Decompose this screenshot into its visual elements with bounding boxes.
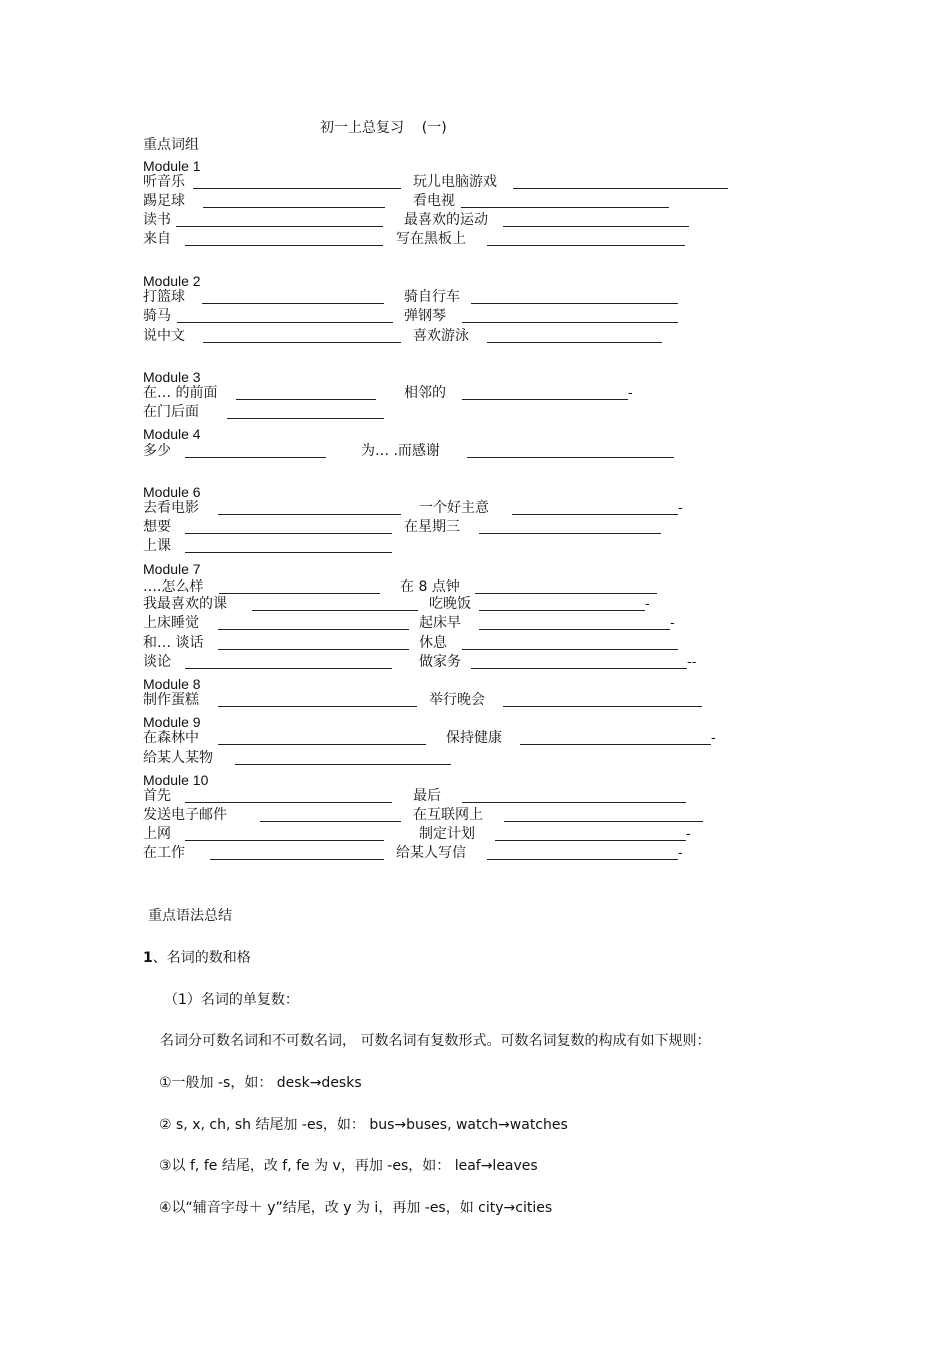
item-number: 1 [143, 950, 153, 966]
phrase-label: 骑自行车 [404, 289, 460, 305]
answer-blank[interactable] [462, 399, 628, 400]
phrase-label: 谈论 [143, 654, 171, 670]
answer-blank[interactable] [471, 668, 687, 669]
module-8-heading: Module 8 [143, 676, 201, 692]
phrase-label: 休息 [419, 635, 447, 651]
grammar-rule: ③以 f, fe 结尾，改 f, fe 为 v，再加 -es，如： leaf→leaves [159, 1158, 538, 1174]
answer-blank[interactable] [185, 668, 392, 669]
phrase-label: 为… .而感谢 [361, 443, 440, 459]
answer-blank[interactable] [227, 418, 384, 419]
phrase-label: 读书 [143, 212, 171, 228]
answer-blank[interactable] [203, 342, 401, 343]
answer-blank[interactable] [520, 744, 711, 745]
phrase-label: 我最喜欢的课 [143, 596, 227, 612]
answer-blank[interactable] [193, 188, 401, 189]
phrase-label: 去看电影 [143, 500, 199, 516]
phrase-label: 首先 [143, 788, 171, 804]
answer-blank[interactable] [475, 593, 657, 594]
trailing-dash: - [678, 846, 683, 861]
module-7-heading: Module 7 [143, 561, 201, 577]
answer-blank[interactable] [176, 226, 383, 227]
phrase-label: 听音乐 [143, 174, 185, 190]
phrase-label: 举行晚会 [429, 692, 485, 708]
answer-blank[interactable] [218, 649, 409, 650]
phrase-label: 踢足球 [143, 193, 185, 209]
answer-blank[interactable] [185, 245, 383, 246]
answer-blank[interactable] [487, 245, 685, 246]
phrase-label: 在… 的前面 [143, 385, 218, 401]
answer-blank[interactable] [218, 629, 409, 630]
answer-blank[interactable] [513, 188, 728, 189]
item-text: 、名词的数和格 [152, 950, 251, 966]
module-3-heading: Module 3 [143, 369, 201, 385]
phrase-label: 在星期三 [404, 519, 460, 535]
answer-blank[interactable] [479, 629, 670, 630]
answer-blank[interactable] [219, 593, 380, 594]
phrase-label: 最后 [413, 788, 441, 804]
answer-blank[interactable] [252, 610, 418, 611]
grammar-rule: ①一般加 -s，如： desk→desks [159, 1075, 362, 1091]
answer-blank[interactable] [236, 399, 376, 400]
answer-blank[interactable] [185, 457, 326, 458]
phrase-label: 一个好主意 [419, 500, 489, 516]
answer-blank[interactable] [185, 840, 384, 841]
phrase-label: 骑马 [143, 308, 171, 324]
answer-blank[interactable] [504, 821, 703, 822]
answer-blank[interactable] [503, 226, 689, 227]
phrase-label: 做家务 [419, 654, 461, 670]
answer-blank[interactable] [471, 303, 678, 304]
grammar-heading: 重点语法总结 [148, 908, 232, 924]
answer-blank[interactable] [487, 859, 678, 860]
answer-blank[interactable] [512, 514, 678, 515]
phrase-label: 在森林中 [143, 730, 199, 746]
phrase-label: 给某人写信 [396, 845, 466, 861]
answer-blank[interactable] [467, 457, 674, 458]
answer-blank[interactable] [203, 207, 385, 208]
phrase-label: 给某人某物 [143, 750, 213, 766]
phrase-label: 吃晚饭 [429, 596, 471, 612]
phrase-label: 和… 谈话 [143, 635, 204, 651]
answer-blank[interactable] [185, 533, 392, 534]
phrase-label: 写在黑板上 [396, 231, 466, 247]
phrase-label: 制定计划 [419, 826, 475, 842]
phrase-label: 最喜欢的运动 [404, 212, 488, 228]
section-heading-phrases: 重点词组 [143, 136, 199, 152]
answer-blank[interactable] [495, 840, 686, 841]
page-title: 初一上总复习 (一) [320, 120, 447, 136]
phrase-label: 保持健康 [446, 730, 502, 746]
phrase-label: 相邻的 [404, 385, 446, 401]
phrase-label: 上课 [143, 538, 171, 554]
answer-blank[interactable] [218, 514, 401, 515]
phrase-label: 打篮球 [143, 289, 185, 305]
trailing-dash: -- [687, 655, 697, 670]
grammar-rule: ② s, x, ch, sh 结尾加 -es，如： bus→buses, watch→watches [159, 1117, 568, 1133]
trailing-dash: - [645, 597, 650, 612]
grammar-rule: ④以“辅音字母＋ y”结尾，改 y 为 i，再加 -es，如 city→cities [159, 1200, 553, 1216]
module-1-heading: Module 1 [143, 158, 201, 174]
phrase-label: 说中文 [143, 328, 185, 344]
phrase-label: 上床睡觉 [143, 615, 199, 631]
phrase-label: 弹钢琴 [404, 308, 446, 324]
phrase-label: 上网 [143, 826, 171, 842]
grammar-item-1 [143, 949, 251, 968]
answer-blank[interactable] [487, 342, 662, 343]
grammar-paragraph: 名词分可数名词和不可数名词， 可数名词有复数形式。可数名词复数的构成有如下规则： [160, 1033, 711, 1049]
answer-blank[interactable] [462, 649, 678, 650]
answer-blank[interactable] [185, 802, 392, 803]
phrase-label: 想要 [143, 519, 171, 535]
answer-blank[interactable] [185, 552, 392, 553]
phrase-label: 发送电子邮件 [143, 807, 227, 823]
trailing-dash: - [670, 616, 675, 631]
phrase-label: 玩儿电脑游戏 [413, 174, 497, 190]
answer-blank[interactable] [479, 610, 645, 611]
answer-blank[interactable] [235, 764, 451, 765]
answer-blank[interactable] [461, 207, 669, 208]
trailing-dash: - [678, 501, 683, 516]
phrase-label: 制作蛋糕 [143, 692, 199, 708]
answer-blank[interactable] [218, 744, 426, 745]
phrase-label: 看电视 [413, 193, 455, 209]
phrase-label: 在工作 [143, 845, 185, 861]
trailing-dash: - [711, 731, 716, 746]
answer-blank[interactable] [260, 821, 401, 822]
phrase-label: 多少 [143, 443, 171, 459]
grammar-subheading: （1）名词的单复数： [164, 992, 299, 1008]
module-9-heading: Module 9 [143, 714, 201, 730]
phrase-label: 在互联网上 [413, 807, 483, 823]
module-2-heading: Module 2 [143, 273, 201, 289]
answer-blank[interactable] [479, 533, 661, 534]
phrase-label: 喜欢游泳 [413, 328, 469, 344]
answer-blank[interactable] [462, 322, 678, 323]
answer-blank[interactable] [210, 859, 384, 860]
answer-blank[interactable] [462, 802, 686, 803]
module-6-heading: Module 6 [143, 484, 201, 500]
phrase-label: 来自 [143, 231, 171, 247]
answer-blank[interactable] [218, 706, 417, 707]
answer-blank[interactable] [177, 322, 393, 323]
module-4-heading: Module 4 [143, 426, 201, 442]
phrase-label: ….怎么样 [143, 579, 204, 595]
phrase-label: 起床早 [419, 615, 461, 631]
answer-blank[interactable] [202, 303, 384, 304]
phrase-label: 在 8 点钟 [400, 579, 460, 595]
answer-blank[interactable] [503, 706, 702, 707]
phrase-label: 在门后面 [143, 404, 199, 420]
module-10-heading: Module 10 [143, 772, 209, 788]
trailing-dash: - [628, 386, 633, 401]
trailing-dash: - [686, 827, 691, 842]
